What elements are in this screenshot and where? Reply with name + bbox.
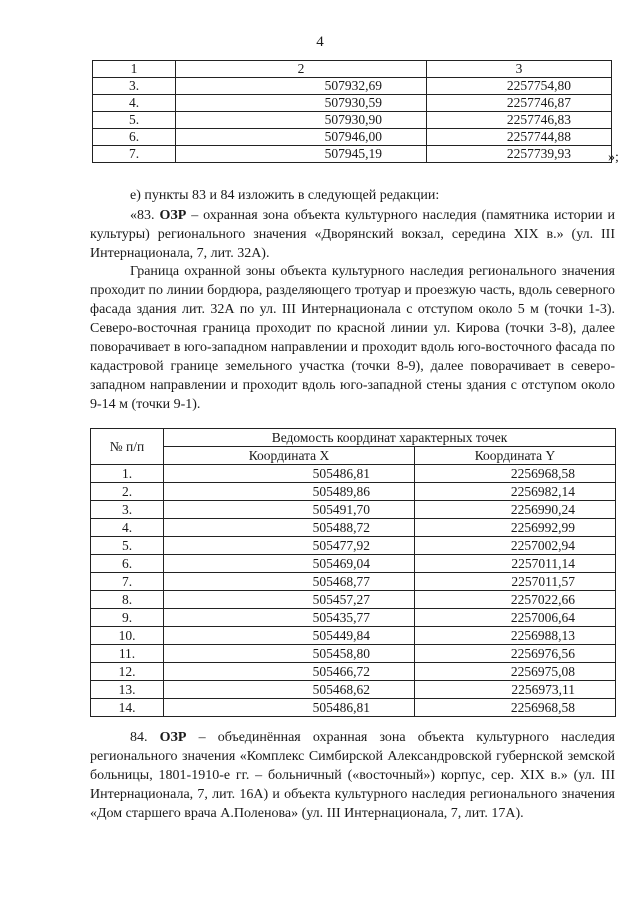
coordinate-y: 2256976,56 [415, 645, 616, 663]
table-row [91, 591, 616, 609]
coordinate-x: 505449,84 [164, 627, 415, 645]
coordinate-y: 2256975,08 [415, 663, 616, 681]
item-84-prefix: 84. [130, 730, 160, 745]
point-number: 10. [91, 627, 164, 645]
coordinate-x: 505491,70 [164, 501, 415, 519]
coordinate-y: 2257011,57 [415, 573, 616, 591]
table-row [91, 519, 616, 537]
coordinate-x: 505468,62 [164, 681, 415, 699]
point-number: 9. [91, 609, 164, 627]
coordinate-x: 505488,72 [164, 519, 415, 537]
point-number: 13. [91, 681, 164, 699]
point-number: 5. [91, 537, 164, 555]
coordinate-y: 2256982,14 [415, 483, 616, 501]
closing-quote-mark: »; [608, 150, 619, 165]
column-header-y: Координата Y [415, 447, 616, 465]
coordinate-x: 507946,00 [176, 129, 427, 146]
coordinate-x: 505489,86 [164, 483, 415, 501]
coordinate-x: 505477,92 [164, 537, 415, 555]
column-number-header: 3 [427, 61, 612, 78]
coordinate-y: 2257746,83 [427, 112, 612, 129]
table-row [91, 663, 616, 681]
point-number: 3. [93, 78, 176, 95]
point-number: 12. [91, 663, 164, 681]
coordinate-y: 2257744,88 [427, 129, 612, 146]
coordinate-x: 505468,77 [164, 573, 415, 591]
table-header-row [91, 429, 616, 447]
paragraph-item-84 [90, 728, 615, 823]
item-83-abbreviation: ОЗР [159, 208, 187, 223]
coordinate-x: 507932,69 [176, 78, 427, 95]
item-84-abbreviation: ОЗР [159, 730, 187, 745]
column-header-group: Ведомость координат характерных точек [164, 429, 616, 447]
table-row [91, 699, 616, 717]
table-row [93, 78, 612, 95]
coordinate-y: 2256968,58 [415, 699, 616, 717]
table-row [91, 645, 616, 663]
coordinates-table-continued [92, 60, 612, 163]
point-number: 7. [93, 146, 176, 163]
paragraph-amendment-e: е) пункты 83 и 84 изложить в следующей редакции: [130, 188, 440, 203]
coordinate-y: 2257022,66 [415, 591, 616, 609]
table-row [93, 95, 612, 112]
table-row [91, 681, 616, 699]
point-number: 6. [91, 555, 164, 573]
coordinate-y: 2257746,87 [427, 95, 612, 112]
coordinate-x: 505466,72 [164, 663, 415, 681]
coordinate-x: 505457,27 [164, 591, 415, 609]
column-number-header: 1 [93, 61, 176, 78]
item-83-text: – охранная зона объекта культурного наследия (памятника истории и культуры) регионального значения «Дворянский вокзал, середина XIX в.» (ул. III Интернационала, 7, лит. 32А). [90, 208, 615, 261]
table-row [91, 537, 616, 555]
table-row [93, 129, 612, 146]
point-number: 2. [91, 483, 164, 501]
coordinate-x: 505458,80 [164, 645, 415, 663]
coordinate-x: 507930,59 [176, 95, 427, 112]
table-row [91, 573, 616, 591]
coordinate-y: 2257002,94 [415, 537, 616, 555]
coordinate-y: 2257011,14 [415, 555, 616, 573]
coordinate-y: 2256973,11 [415, 681, 616, 699]
coordinate-y: 2256968,58 [415, 465, 616, 483]
paragraph-boundary-description: Граница охранной зоны объекта культурного наследия регионального значения проходит по линии бордюра, разделяющего тротуар и проезжую часть, вдоль северного фасада здания лит. 32А по ул. III Интернационала с отступом около 5 м (точки 1-3). Северо-восточная граница проходит по красной линии ул. Кирова (точки 3-8), далее поворачивает в юго-западном направлении и проходит вдоль юго-восточного фасада по кадастровой границе земельного участка (точки 8-9), далее поворачивает в северо-западном направлении и проходит вдоль юго-западной стены здания с отступом около 9-14 м (точки 9-1). [90, 264, 615, 412]
table-header-row [93, 61, 612, 78]
item-84-text: – объединённая охранная зона объекта культурного наследия регионального значения «Комплекс Симбирской Александровской губернской земской больницы, 1801-1910-е гг. – больничный («восточный») корпус, сер. XIX в.» (ул. III Интернационала, 7, лит. 16А) и объекта культурного наследия регионального значения «Дом старшего врача А.Поленова» (ул. III Интернационала, 7, лит. 17А). [90, 730, 615, 821]
point-number: 4. [93, 95, 176, 112]
coordinate-y: 2256992,99 [415, 519, 616, 537]
coordinate-x: 507945,19 [176, 146, 427, 163]
coordinate-x: 505435,77 [164, 609, 415, 627]
coordinate-y: 2256990,24 [415, 501, 616, 519]
table-row [91, 501, 616, 519]
coordinate-y: 2257006,64 [415, 609, 616, 627]
coordinate-x: 505486,81 [164, 699, 415, 717]
point-number: 6. [93, 129, 176, 146]
coordinate-y: 2257754,80 [427, 78, 612, 95]
coordinate-y: 2256988,13 [415, 627, 616, 645]
table-row [91, 609, 616, 627]
table-row [93, 146, 612, 163]
point-number: 5. [93, 112, 176, 129]
point-number: 7. [91, 573, 164, 591]
point-number: 14. [91, 699, 164, 717]
point-number: 3. [91, 501, 164, 519]
point-number: 11. [91, 645, 164, 663]
coordinate-x: 505469,04 [164, 555, 415, 573]
table-row [91, 483, 616, 501]
item-83-prefix: «83. [130, 208, 160, 223]
coordinate-x: 505486,81 [164, 465, 415, 483]
page-number: 4 [316, 34, 324, 50]
table-row [91, 465, 616, 483]
point-number: 8. [91, 591, 164, 609]
table-row [91, 627, 616, 645]
coordinate-x: 507930,90 [176, 112, 427, 129]
table-row [93, 112, 612, 129]
point-number: 1. [91, 465, 164, 483]
paragraph-item-83 [90, 206, 615, 263]
column-number-header: 2 [176, 61, 427, 78]
table-row [91, 555, 616, 573]
column-header-number: № п/п [91, 429, 164, 465]
coordinate-y: 2257739,93 [427, 146, 612, 163]
table-header-row [91, 447, 616, 465]
coordinates-table [90, 428, 616, 717]
point-number: 4. [91, 519, 164, 537]
column-header-x: Координата X [164, 447, 415, 465]
